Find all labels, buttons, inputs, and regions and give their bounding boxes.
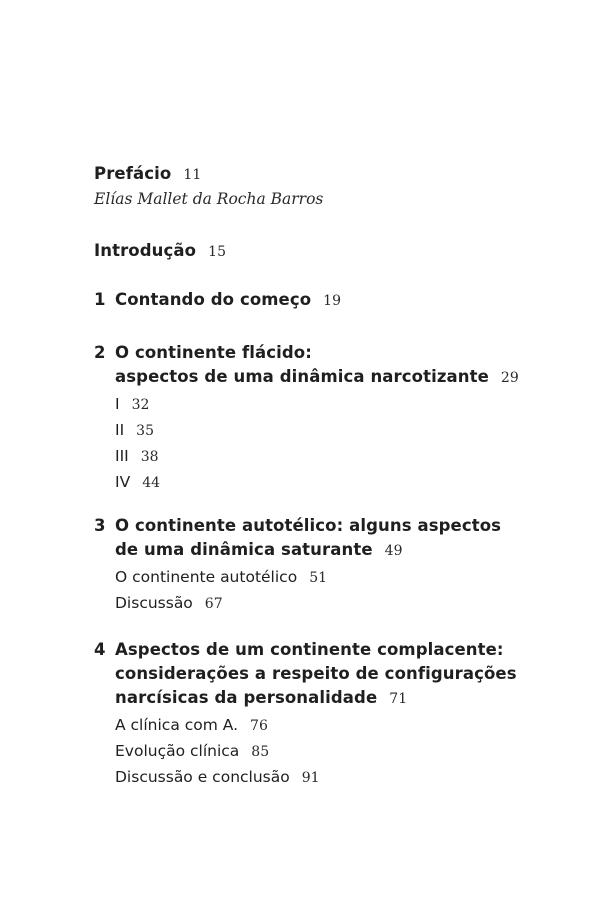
chapter-page: 49 bbox=[384, 543, 403, 559]
chapter-page: 71 bbox=[389, 691, 408, 707]
subsection-item[interactable] bbox=[94, 565, 501, 591]
chapter-title: Aspectos de um continente complacente: bbox=[115, 640, 504, 659]
toc-entry-chapter-1[interactable] bbox=[94, 288, 341, 313]
subsection-title: Discussão bbox=[115, 594, 193, 612]
chapter-number: 4 bbox=[94, 640, 106, 659]
subsection-item[interactable] bbox=[94, 444, 519, 470]
subsection-title: Discussão e conclusão bbox=[115, 768, 290, 786]
subsection-title: III bbox=[115, 447, 129, 465]
subsection-page: 91 bbox=[301, 770, 320, 786]
chapter-title-cont: aspectos de uma dinâmica narcotizante bbox=[115, 367, 489, 386]
subsection-item[interactable] bbox=[94, 713, 517, 739]
chapter-title-line bbox=[94, 341, 519, 365]
chapter-title-cont: de uma dinâmica saturante bbox=[115, 540, 373, 559]
subsection-page: 85 bbox=[251, 744, 270, 760]
subsection-title: II bbox=[115, 421, 125, 439]
introduction-line bbox=[94, 239, 226, 264]
subsection-title: I bbox=[115, 395, 120, 413]
chapter-title: Contando do começo bbox=[115, 290, 312, 309]
subsection-page: 32 bbox=[131, 397, 150, 413]
chapter-title-cont: considerações a respeito de configurações bbox=[115, 664, 517, 683]
chapter-title-line bbox=[94, 662, 517, 686]
subsection-title: IV bbox=[115, 473, 131, 491]
introduction-page: 15 bbox=[208, 244, 227, 260]
chapter-page: 29 bbox=[500, 370, 519, 386]
chapter-title-cont: narcísicas da personalidade bbox=[115, 688, 378, 707]
subsection-item[interactable] bbox=[94, 392, 519, 418]
preface-line bbox=[94, 162, 323, 187]
toc-entry-chapter-3[interactable] bbox=[94, 514, 501, 617]
subsection-page: 67 bbox=[204, 596, 223, 612]
chapter-title-line bbox=[94, 514, 501, 538]
toc-entry-introduction[interactable] bbox=[94, 239, 226, 264]
chapter-title-line bbox=[94, 686, 517, 711]
toc-entry-preface[interactable] bbox=[94, 162, 323, 211]
subsection-item[interactable] bbox=[94, 470, 519, 496]
subsection-title: O continente autotélico bbox=[115, 568, 298, 586]
subsection-page: 44 bbox=[142, 475, 161, 491]
subsection-item[interactable] bbox=[94, 418, 519, 444]
chapter-title-line bbox=[94, 365, 519, 390]
subsection-page: 38 bbox=[140, 449, 159, 465]
chapter-title-line bbox=[94, 538, 501, 563]
chapter-number: 1 bbox=[94, 290, 106, 309]
chapter-number: 3 bbox=[94, 516, 106, 535]
chapter-title: O continente flácido: bbox=[115, 343, 312, 362]
subsection-item[interactable] bbox=[94, 739, 517, 765]
subsection-page: 51 bbox=[309, 570, 328, 586]
introduction-title: Introdução bbox=[94, 241, 197, 260]
toc-entry-chapter-4[interactable] bbox=[94, 638, 517, 791]
chapter-number: 2 bbox=[94, 343, 106, 362]
chapter-page: 19 bbox=[323, 293, 342, 309]
subsection-page: 76 bbox=[250, 718, 268, 734]
chapter-title-line bbox=[94, 288, 341, 313]
subsection-title: Evolução clínica bbox=[115, 742, 240, 760]
toc-entry-chapter-2[interactable] bbox=[94, 341, 519, 496]
subsection-page: 35 bbox=[136, 423, 154, 439]
chapter-title-line bbox=[94, 638, 517, 662]
chapter-title: O continente autotélico: alguns aspectos bbox=[115, 516, 502, 535]
preface-title: Prefácio bbox=[94, 164, 172, 183]
subsection-item[interactable] bbox=[94, 591, 501, 617]
preface-author: Elías Mallet da Rocha Barros bbox=[94, 190, 324, 208]
preface-page: 11 bbox=[183, 167, 202, 183]
subsection-title: A clínica com A. bbox=[115, 716, 239, 734]
subsection-item[interactable] bbox=[94, 765, 517, 791]
